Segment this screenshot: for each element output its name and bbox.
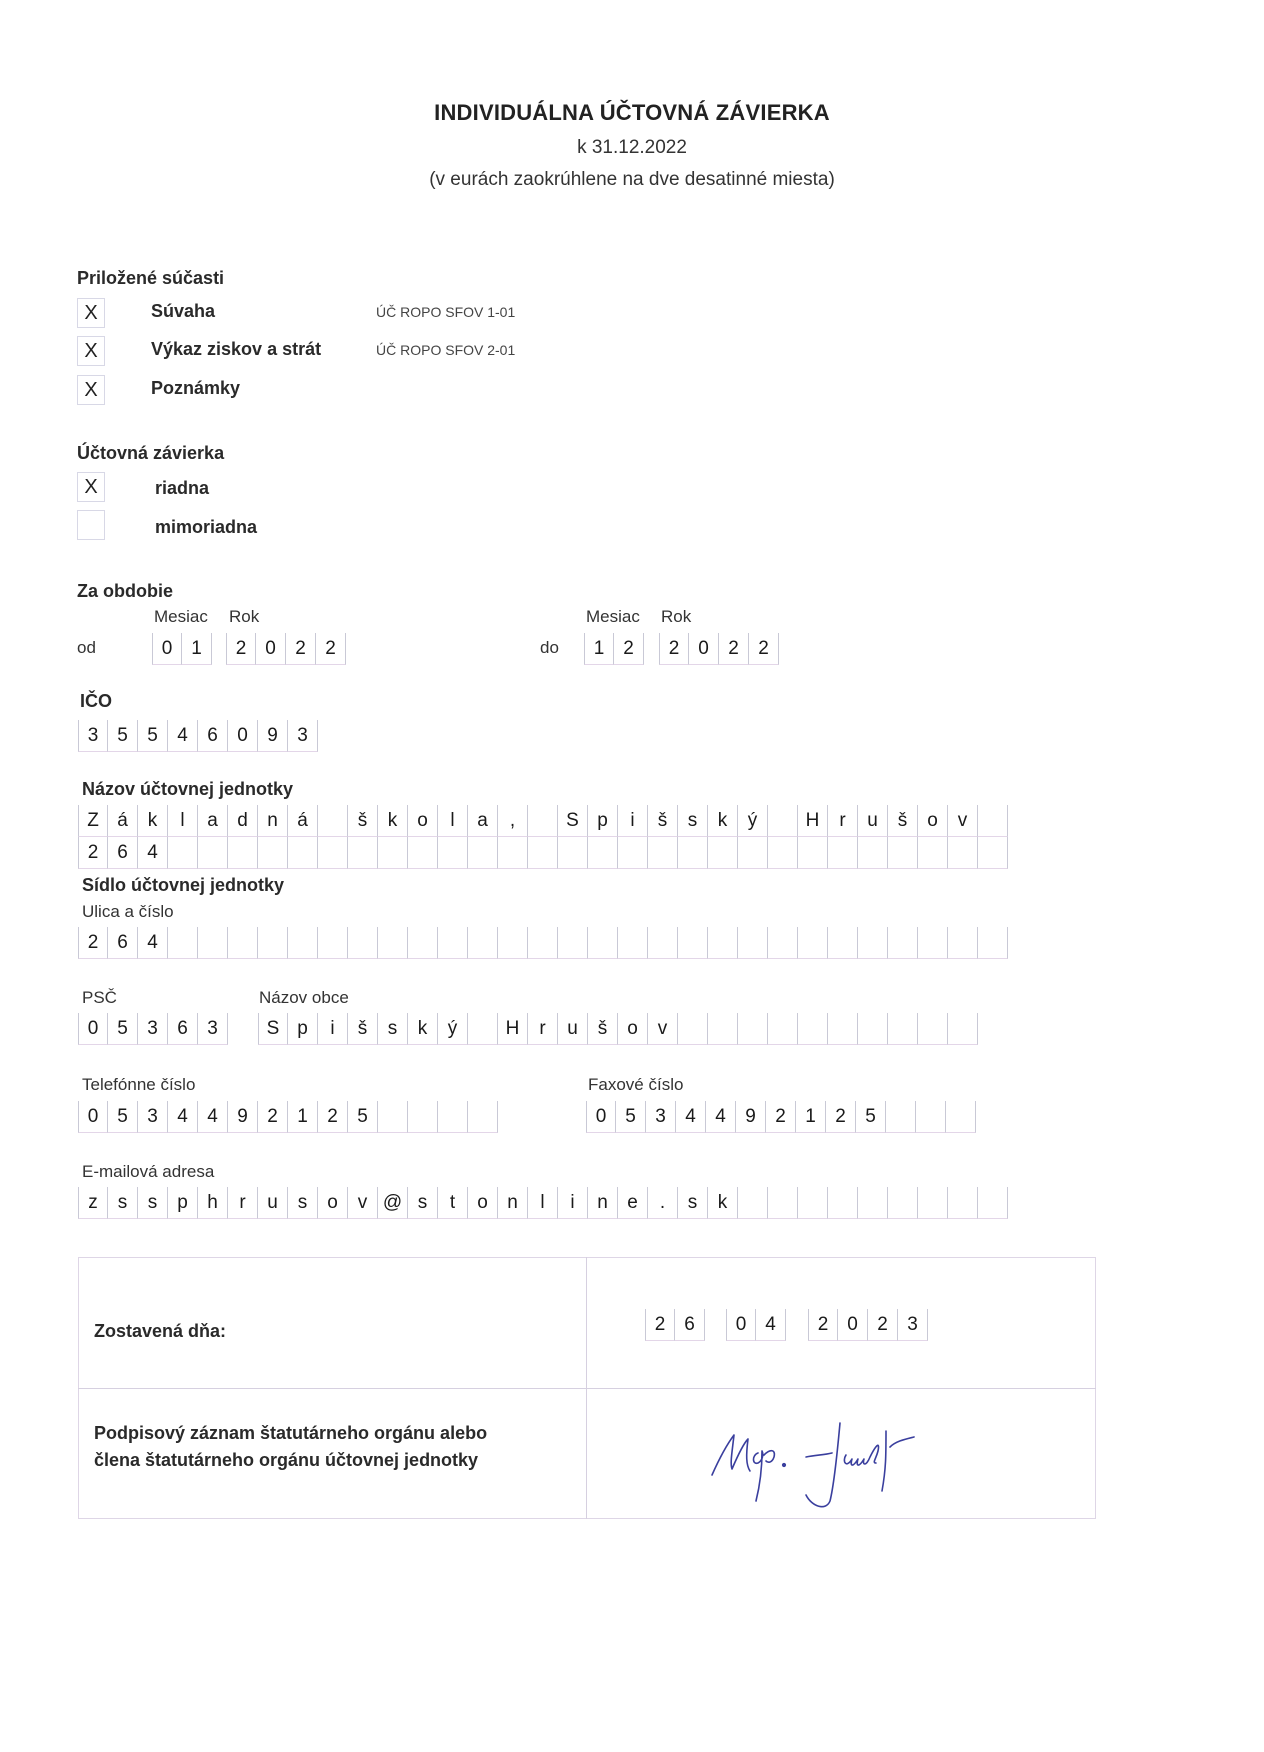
char-cell: t: [438, 1187, 468, 1219]
char-cell: 3: [198, 1013, 228, 1045]
char-cell: [528, 927, 558, 959]
char-cell: 4: [168, 720, 198, 752]
email-label: E-mailová adresa: [82, 1162, 215, 1181]
digit-cell: 1: [584, 633, 614, 665]
label-mimoriadna: mimoriadna: [155, 517, 258, 537]
label-vykaz: Výkaz ziskov a strát: [151, 339, 322, 359]
checkbox-mimoriadna[interactable]: [77, 510, 105, 540]
checkbox-vykaz[interactable]: X: [77, 336, 105, 366]
digit-cell: 2: [719, 633, 749, 665]
char-cell: s: [678, 805, 708, 837]
char-cell: [198, 927, 228, 959]
street-label: Ulica a číslo: [82, 902, 174, 921]
char-cell: š: [348, 805, 378, 837]
char-cell: 5: [108, 720, 138, 752]
from-month-label: Mesiac: [154, 607, 208, 626]
address-heading: Sídlo účtovnej jednotky: [82, 875, 285, 895]
char-cell: [168, 837, 198, 869]
compiled-year-cells[interactable]: [808, 1309, 928, 1341]
char-cell: [258, 927, 288, 959]
from-month-cells[interactable]: [152, 633, 212, 665]
label-poznamky: Poznámky: [151, 378, 241, 398]
char-cell: 3: [78, 720, 108, 752]
char-cell: [468, 1013, 498, 1045]
char-cell: 3: [138, 1013, 168, 1045]
char-cell: 0: [78, 1013, 108, 1045]
compiled-label: Zostavená dňa:: [94, 1321, 227, 1341]
checkbox-poznamky[interactable]: X: [77, 375, 105, 405]
char-cell: [888, 927, 918, 959]
checkbox-riadna[interactable]: X: [77, 472, 105, 502]
char-cell: 6: [108, 927, 138, 959]
char-cell: 1: [288, 1101, 318, 1133]
char-cell: 3: [138, 1101, 168, 1133]
char-cell: [918, 1187, 948, 1219]
char-cell: S: [258, 1013, 288, 1045]
char-cell: p: [288, 1013, 318, 1045]
char-cell: r: [228, 1187, 258, 1219]
char-cell: š: [888, 805, 918, 837]
to-month-label: Mesiac: [586, 607, 640, 626]
char-cell: H: [798, 805, 828, 837]
char-cell: 2: [766, 1101, 796, 1133]
char-cell: [678, 1013, 708, 1045]
char-cell: [228, 927, 258, 959]
char-cell: s: [288, 1187, 318, 1219]
char-cell: ý: [738, 805, 768, 837]
char-cell: [618, 927, 648, 959]
char-cell: [798, 927, 828, 959]
char-cell: [438, 1101, 468, 1133]
city-label: Názov obce: [259, 988, 349, 1007]
char-cell: [828, 1013, 858, 1045]
char-cell: ý: [438, 1013, 468, 1045]
from-year-label: Rok: [229, 607, 260, 626]
char-cell: 5: [856, 1101, 886, 1133]
char-cell: k: [138, 805, 168, 837]
to-label: do: [540, 638, 559, 657]
char-cell: v: [948, 805, 978, 837]
char-cell: 0: [228, 720, 258, 752]
char-cell: [228, 837, 258, 869]
char-cell: [918, 927, 948, 959]
char-cell: 4: [198, 1101, 228, 1133]
char-cell: [768, 1187, 798, 1219]
char-cell: [468, 837, 498, 869]
char-cell: 4: [168, 1101, 198, 1133]
char-cell: 5: [138, 720, 168, 752]
char-cell: v: [348, 1187, 378, 1219]
label-suvaha: Súvaha: [151, 301, 216, 321]
char-cell: [588, 927, 618, 959]
char-cell: [438, 837, 468, 869]
char-cell: [948, 927, 978, 959]
handwritten-signature: [700, 1405, 960, 1515]
char-cell: 0: [726, 1309, 756, 1341]
char-cell: S: [558, 805, 588, 837]
char-cell: [168, 927, 198, 959]
char-cell: 2: [78, 927, 108, 959]
char-cell: [288, 927, 318, 959]
char-cell: [648, 837, 678, 869]
char-cell: ,: [498, 805, 528, 837]
char-cell: h: [198, 1187, 228, 1219]
char-cell: e: [618, 1187, 648, 1219]
attachments-heading: Priložené súčasti: [77, 268, 225, 288]
char-cell: [768, 837, 798, 869]
char-cell: [918, 837, 948, 869]
char-cell: n: [498, 1187, 528, 1219]
char-cell: H: [498, 1013, 528, 1045]
digit-cell: 2: [749, 633, 779, 665]
char-cell: [468, 927, 498, 959]
entity-name-label: Názov účtovnej jednotky: [82, 779, 294, 799]
code-vykaz: ÚČ ROPO SFOV 2-01: [376, 342, 516, 358]
char-cell: [978, 837, 1008, 869]
char-cell: 5: [108, 1013, 138, 1045]
signature-label-line1: Podpisový záznam štatutárneho orgánu alebo: [94, 1423, 488, 1443]
char-cell: [858, 927, 888, 959]
char-cell: 5: [616, 1101, 646, 1133]
char-cell: 6: [108, 837, 138, 869]
fax-label: Faxové číslo: [588, 1075, 684, 1094]
char-cell: 3: [288, 720, 318, 752]
from-label: od: [77, 638, 96, 657]
char-cell: [588, 837, 618, 869]
units-note: (v eurách zaokrúhlene na dve desatinné miesta): [429, 169, 835, 190]
char-cell: [768, 1013, 798, 1045]
char-cell: [378, 927, 408, 959]
char-cell: [708, 1013, 738, 1045]
char-cell: k: [378, 805, 408, 837]
ico-label: IČO: [80, 691, 113, 711]
char-cell: s: [408, 1187, 438, 1219]
char-cell: [918, 1013, 948, 1045]
char-cell: 6: [675, 1309, 705, 1341]
char-cell: l: [168, 805, 198, 837]
char-cell: [318, 805, 348, 837]
char-cell: 9: [258, 720, 288, 752]
char-cell: 0: [78, 1101, 108, 1133]
char-cell: [318, 837, 348, 869]
char-cell: [978, 805, 1008, 837]
signature-label-line2: člena štatutárneho orgánu účtovnej jednotky: [94, 1450, 479, 1470]
char-cell: s: [138, 1187, 168, 1219]
char-cell: 6: [168, 1013, 198, 1045]
char-cell: [948, 1013, 978, 1045]
char-cell: n: [258, 805, 288, 837]
char-cell: 2: [645, 1309, 675, 1341]
char-cell: Z: [78, 805, 108, 837]
char-cell: 2: [826, 1101, 856, 1133]
char-cell: [798, 1013, 828, 1045]
email-cells[interactable]: [78, 1187, 1008, 1219]
char-cell: š: [648, 805, 678, 837]
char-cell: u: [258, 1187, 288, 1219]
char-cell: @: [378, 1187, 408, 1219]
code-suvaha: ÚČ ROPO SFOV 1-01: [376, 304, 516, 320]
digit-cell: 0: [152, 633, 182, 665]
compiled-day-cells[interactable]: [645, 1309, 705, 1341]
char-cell: [318, 927, 348, 959]
char-cell: o: [318, 1187, 348, 1219]
char-cell: [798, 837, 828, 869]
char-cell: [618, 837, 648, 869]
char-cell: [558, 837, 588, 869]
char-cell: [888, 1013, 918, 1045]
char-cell: 9: [228, 1101, 258, 1133]
char-cell: [978, 1187, 1008, 1219]
char-cell: [678, 927, 708, 959]
char-cell: i: [618, 805, 648, 837]
char-cell: u: [858, 805, 888, 837]
statement-type-heading: Účtovná závierka: [77, 443, 225, 463]
char-cell: [768, 927, 798, 959]
char-cell: á: [108, 805, 138, 837]
char-cell: [468, 1101, 498, 1133]
digit-cell: 2: [286, 633, 316, 665]
char-cell: [738, 1187, 768, 1219]
char-cell: 6: [198, 720, 228, 752]
char-cell: [916, 1101, 946, 1133]
char-cell: 2: [258, 1101, 288, 1133]
char-cell: [498, 927, 528, 959]
phone-cells[interactable]: [78, 1101, 498, 1133]
char-cell: [948, 1187, 978, 1219]
char-cell: s: [378, 1013, 408, 1045]
char-cell: [198, 837, 228, 869]
char-cell: v: [648, 1013, 678, 1045]
date-line: k 31.12.2022: [577, 137, 687, 158]
char-cell: 2: [78, 837, 108, 869]
char-cell: [888, 837, 918, 869]
char-cell: 3: [646, 1101, 676, 1133]
char-cell: [348, 837, 378, 869]
char-cell: [858, 837, 888, 869]
footer-divider-horizontal: [78, 1388, 1096, 1389]
char-cell: 1: [796, 1101, 826, 1133]
char-cell: 5: [108, 1101, 138, 1133]
char-cell: z: [78, 1187, 108, 1219]
checkbox-suvaha[interactable]: X: [77, 298, 105, 328]
char-cell: [858, 1013, 888, 1045]
fax-cells[interactable]: [586, 1101, 976, 1133]
char-cell: a: [198, 805, 228, 837]
label-riadna: riadna: [155, 478, 210, 498]
psc-label: PSČ: [82, 988, 117, 1007]
char-cell: 4: [676, 1101, 706, 1133]
char-cell: [648, 927, 678, 959]
char-cell: i: [318, 1013, 348, 1045]
psc-cells[interactable]: [78, 1013, 228, 1045]
from-year-cells[interactable]: [226, 633, 346, 665]
char-cell: r: [828, 805, 858, 837]
digit-cell: 2: [226, 633, 256, 665]
char-cell: 3: [898, 1309, 928, 1341]
char-cell: [288, 837, 318, 869]
char-cell: d: [228, 805, 258, 837]
digit-cell: 1: [182, 633, 212, 665]
char-cell: 2: [318, 1101, 348, 1133]
char-cell: k: [408, 1013, 438, 1045]
char-cell: [738, 1013, 768, 1045]
digit-cell: 2: [659, 633, 689, 665]
char-cell: [528, 805, 558, 837]
char-cell: [798, 1187, 828, 1219]
char-cell: š: [348, 1013, 378, 1045]
char-cell: i: [558, 1187, 588, 1219]
char-cell: 0: [586, 1101, 616, 1133]
char-cell: [828, 927, 858, 959]
char-cell: š: [588, 1013, 618, 1045]
char-cell: p: [168, 1187, 198, 1219]
char-cell: 4: [756, 1309, 786, 1341]
char-cell: .: [648, 1187, 678, 1219]
phone-label: Telefónne číslo: [82, 1075, 196, 1094]
char-cell: á: [288, 805, 318, 837]
char-cell: 5: [348, 1101, 378, 1133]
char-cell: [348, 927, 378, 959]
char-cell: [888, 1187, 918, 1219]
char-cell: p: [588, 805, 618, 837]
char-cell: [978, 927, 1008, 959]
char-cell: [828, 1187, 858, 1219]
to-year-cells[interactable]: [659, 633, 779, 665]
to-year-label: Rok: [661, 607, 692, 626]
city-cells[interactable]: [258, 1013, 978, 1045]
char-cell: n: [588, 1187, 618, 1219]
period-heading: Za obdobie: [77, 581, 173, 601]
char-cell: [828, 837, 858, 869]
entity-name-row1[interactable]: [78, 805, 1008, 837]
char-cell: s: [108, 1187, 138, 1219]
compiled-month-cells[interactable]: [726, 1309, 786, 1341]
digit-cell: 2: [316, 633, 346, 665]
char-cell: s: [678, 1187, 708, 1219]
char-cell: a: [468, 805, 498, 837]
char-cell: [408, 1101, 438, 1133]
char-cell: k: [708, 1187, 738, 1219]
char-cell: [708, 927, 738, 959]
char-cell: [378, 837, 408, 869]
char-cell: o: [468, 1187, 498, 1219]
char-cell: [946, 1101, 976, 1133]
char-cell: [408, 927, 438, 959]
char-cell: k: [708, 805, 738, 837]
digit-cell: 0: [689, 633, 719, 665]
char-cell: 0: [838, 1309, 868, 1341]
char-cell: [558, 927, 588, 959]
char-cell: l: [438, 805, 468, 837]
digit-cell: 0: [256, 633, 286, 665]
digit-cell: 2: [614, 633, 644, 665]
char-cell: r: [528, 1013, 558, 1045]
entity-name-row2[interactable]: [78, 837, 1008, 869]
char-cell: [768, 805, 798, 837]
char-cell: [948, 837, 978, 869]
char-cell: o: [918, 805, 948, 837]
char-cell: [378, 1101, 408, 1133]
char-cell: u: [558, 1013, 588, 1045]
char-cell: [886, 1101, 916, 1133]
char-cell: [678, 837, 708, 869]
document-title: INDIVIDUÁLNA ÚČTOVNÁ ZÁVIERKA: [434, 100, 830, 125]
to-month-cells[interactable]: [584, 633, 644, 665]
char-cell: 2: [808, 1309, 838, 1341]
char-cell: [738, 837, 768, 869]
char-cell: [528, 837, 558, 869]
char-cell: o: [408, 805, 438, 837]
char-cell: 4: [138, 837, 168, 869]
char-cell: [498, 837, 528, 869]
ico-cells[interactable]: [78, 720, 318, 752]
char-cell: l: [528, 1187, 558, 1219]
char-cell: [438, 927, 468, 959]
char-cell: [258, 837, 288, 869]
char-cell: 2: [868, 1309, 898, 1341]
street-cells[interactable]: [78, 927, 1008, 959]
char-cell: [408, 837, 438, 869]
char-cell: [708, 837, 738, 869]
char-cell: [738, 927, 768, 959]
char-cell: 4: [706, 1101, 736, 1133]
char-cell: o: [618, 1013, 648, 1045]
char-cell: 9: [736, 1101, 766, 1133]
char-cell: 4: [138, 927, 168, 959]
char-cell: [858, 1187, 888, 1219]
